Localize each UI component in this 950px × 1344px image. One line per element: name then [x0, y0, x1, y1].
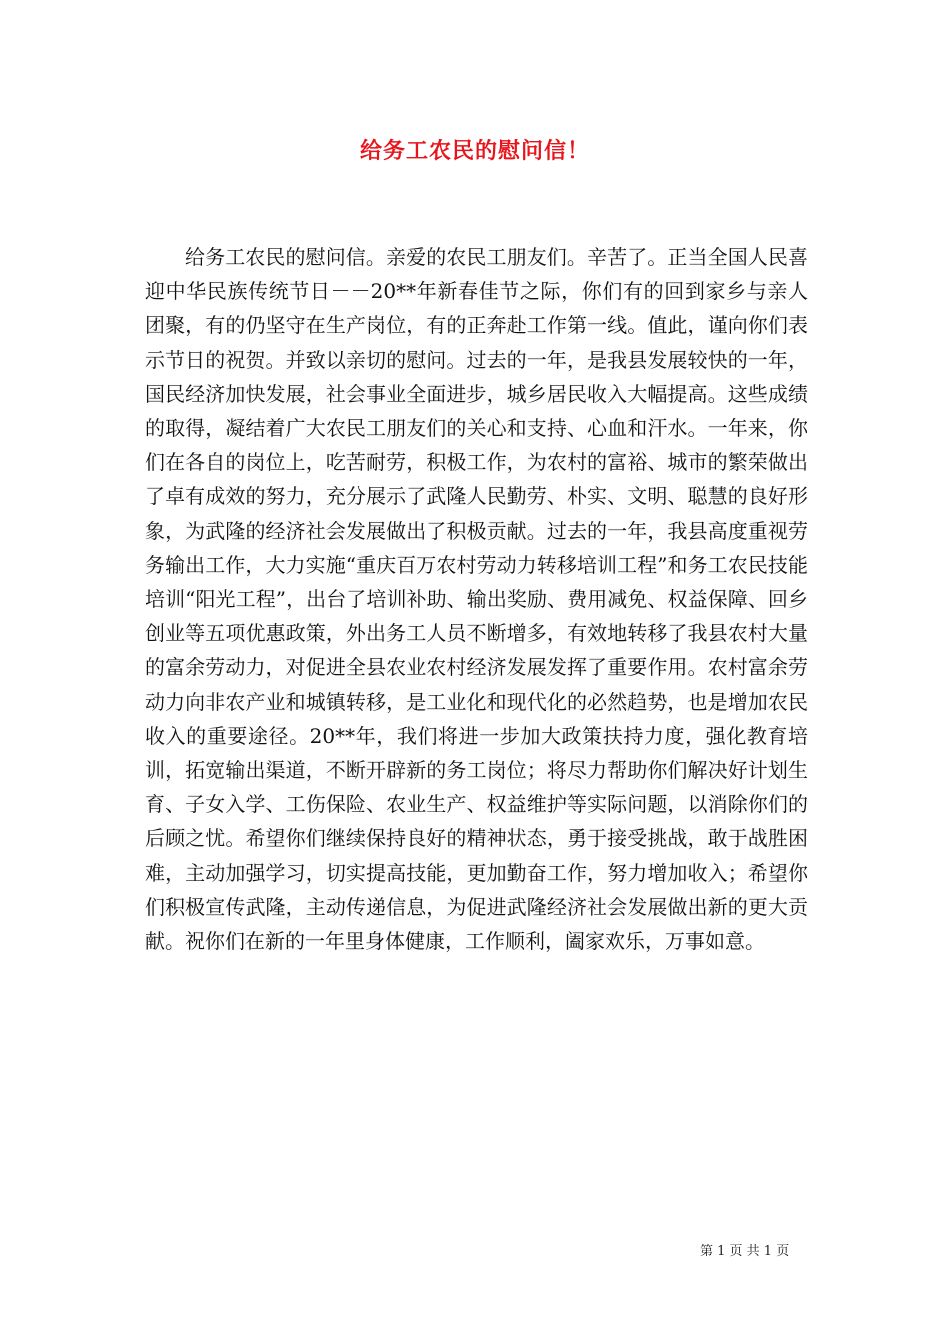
- document-title: 给务工农民的慰问信！: [359, 138, 590, 164]
- document-body: 给务工农民的慰问信。亲爱的农民工朋友们。辛苦了。正当全国人民喜迎中华民族传统节日－－20**年新春佳节之际，你们有的回到家乡与亲人团聚，有的仍坚守在生产岗位，有的正奔赴工作第一线。值此，谨向你们表示节日的祝贺。并致以亲切的慰问。过去的一年，是我县发展较快的一年，国民经济加快发展，社会事业全面进步，城乡居民收入大幅提高。这些成绩的取得，凝结着广大农民工朋友们的关心和支持、心血和汗水。一年来，你们在各自的岗位上，吃苦耐劳，积极工作，为农村的富裕、城市的繁荣做出了卓有成效的努力，充分展示了武隆人民勤劳、朴实、文明、聪慧的良好形象，为武隆的经济社会发展做出了积极贡献。过去的一年，我县高度重视劳务输出工作，大力实施“重庆百万农村劳动力转移培训工程”和务工农民技能培训“阳光工程”，出台了培训补助、输出奖励、费用减免、权益保障、回乡创业等五项优惠政策，外出务工人员不断增多，有效地转移了我县农村大量的富余劳动力，对促进全县农业农村经济发展发挥了重要作用。农村富余劳动力向非农产业和城镇转移，是工业化和现代化的必然趋势，也是增加农民收入的重要途径。20**年，我们将进一步加大政策扶持力度，强化教育培训，拓宽输出渠道，不断开辟新的务工岗位；将尽力帮助你们解决好计划生育、子女入学、工伤保险、农业生产、权益维护等实际问题，以消除你们的后顾之忧。希望你们继续保持良好的精神状态，勇于接受挑战，敢于战胜困难，主动加强学习，切实提高技能，更加勤奋工作，努力增加收入；希望你们积极宣传武隆，主动传递信息，为促进武隆经济社会发展做出新的更大贡献。祝你们在新的一年里身体健康，工作顺利，阖家欢乐，万事如意。: [145, 245, 808, 954]
- page-number-footer: 第 1 页 共 1 页: [700, 1244, 790, 1259]
